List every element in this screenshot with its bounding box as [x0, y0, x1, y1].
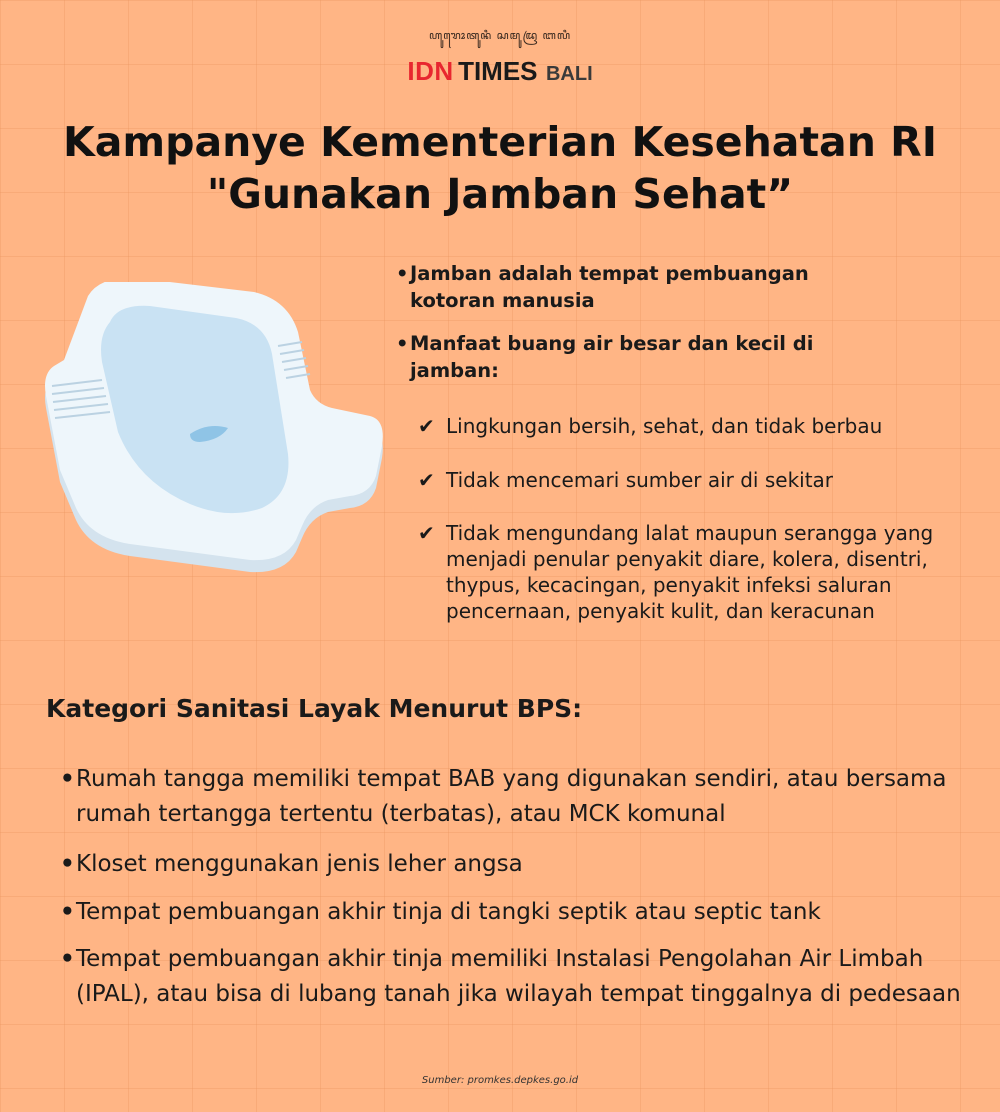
benefit-item — [418, 413, 978, 439]
list-item — [60, 895, 980, 930]
logo-times-text: TIMES — [458, 56, 538, 86]
balinese-script-line: ꦲꦸꦫꦺꦴꦠꦸꦤꦶ ꦱꦩꦸꦢꦿ ꦧꦭꦶ — [429, 29, 571, 42]
bullet-icon: • — [396, 332, 409, 355]
source-credit: Sumber: promkes.depkes.go.id — [421, 1075, 579, 1086]
list-item-text: Manfaat buang air besar dan kecil di jamban: — [410, 332, 814, 382]
list-item — [60, 942, 980, 1012]
title-line-2: "Gunakan Jamban Sehat” — [206, 170, 794, 218]
list-item-text: Tempat pembuangan akhir tinja memiliki Instalasi Pengolahan Air Limbah (IPAL), atau bisa di lubang tanah jika wilayah tempat tinggalnya di pedesaan — [76, 946, 961, 1007]
brand-header — [0, 28, 1000, 87]
bullet-icon: • — [60, 766, 75, 792]
squat-toilet-illustration — [40, 282, 390, 582]
list-item-text: Jamban adalah tempat pembuangan kotoran manusia — [410, 262, 809, 312]
list-item — [396, 260, 876, 314]
benefit-item-text: Lingkungan bersih, sehat, dan tidak berbau — [446, 414, 883, 438]
bullet-icon: • — [60, 851, 75, 877]
page-title — [0, 116, 1000, 220]
logo-idn-text: IDN — [407, 56, 454, 86]
title-line-1: Kampanye Kementerian Kesehatan RI — [62, 118, 938, 166]
bps-section-heading: Kategori Sanitasi Layak Menurut BPS: — [46, 694, 583, 723]
idn-times-logo — [0, 56, 1000, 87]
benefit-item — [418, 520, 993, 624]
list-item — [396, 330, 836, 384]
checkmark-icon: ✔ — [418, 521, 435, 545]
checkmark-icon: ✔ — [418, 468, 435, 492]
bullet-icon: • — [60, 946, 75, 972]
list-item-text: Rumah tangga memiliki tempat BAB yang digunakan sendiri, atau bersama rumah tertangga tertentu (terbatas), atau MCK komunal — [76, 766, 947, 827]
checkmark-icon: ✔ — [418, 414, 435, 438]
list-item-text: Kloset menggunakan jenis leher angsa — [76, 851, 523, 877]
list-item-text: Tempat pembuangan akhir tinja di tangki septik atau septic tank — [76, 899, 821, 925]
benefit-item-text: Tidak mencemari sumber air di sekitar — [446, 468, 834, 492]
bullet-icon: • — [60, 899, 75, 925]
toilet-icon — [45, 282, 383, 572]
benefit-item-text: Tidak mengundang lalat maupun serangga yang menjadi penular penyakit diare, kolera, disentri, thypus, kecacingan, penyakit infeksi saluran pencernaan, penyakit kulit, dan keracunan — [446, 521, 934, 623]
benefit-item — [418, 467, 978, 493]
list-item — [60, 847, 980, 882]
list-item — [60, 762, 980, 832]
bullet-icon: • — [396, 262, 409, 285]
logo-region-text: BALI — [545, 63, 593, 85]
